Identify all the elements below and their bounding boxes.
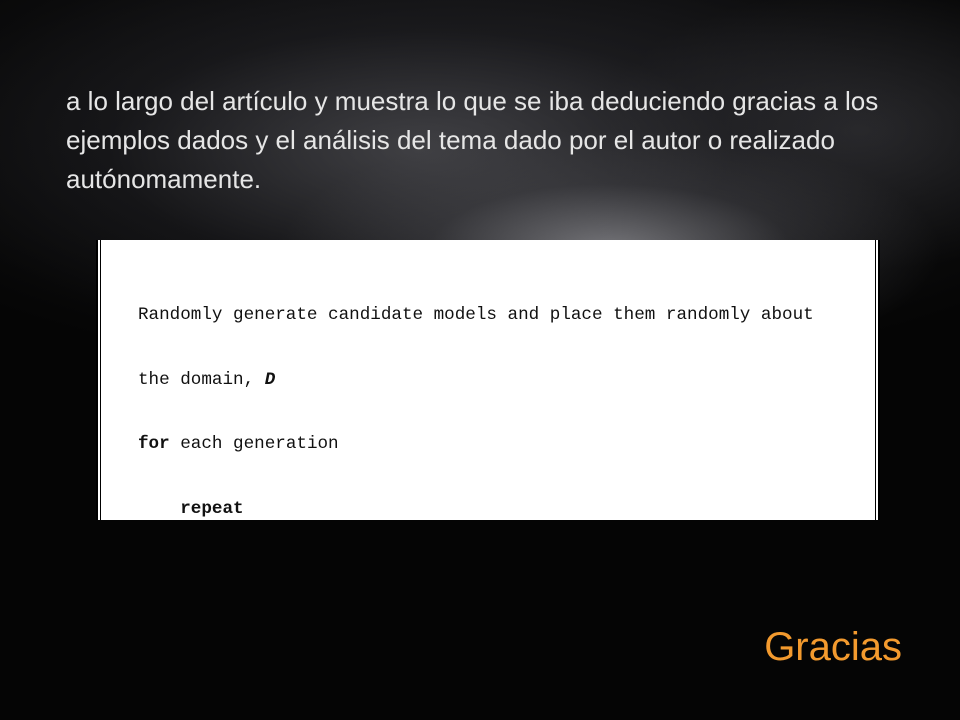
code-line-4 — [138, 499, 814, 521]
code-line-2 — [138, 370, 814, 392]
code-keyword: for — [138, 434, 170, 454]
code-line-1 — [138, 305, 814, 327]
code-keyword: repeat — [180, 498, 244, 519]
pseudocode-figure — [96, 240, 880, 520]
code-text: the domain, — [138, 369, 265, 390]
thanks-heading: Gracias — [764, 625, 902, 669]
pseudocode-block — [138, 262, 814, 520]
code-variable: D — [264, 369, 276, 390]
intro-paragraph: a lo largo del artículo y muestra lo que se iba deduciendo gracias a los ejemplos dados y el análisis del tema dado por el autor o realizado autónomamente. — [66, 86, 879, 194]
code-text: Randomly generate candidate models and place them randomly about — [138, 305, 814, 325]
code-line-3 — [138, 434, 814, 456]
code-text: each generation — [169, 434, 339, 454]
